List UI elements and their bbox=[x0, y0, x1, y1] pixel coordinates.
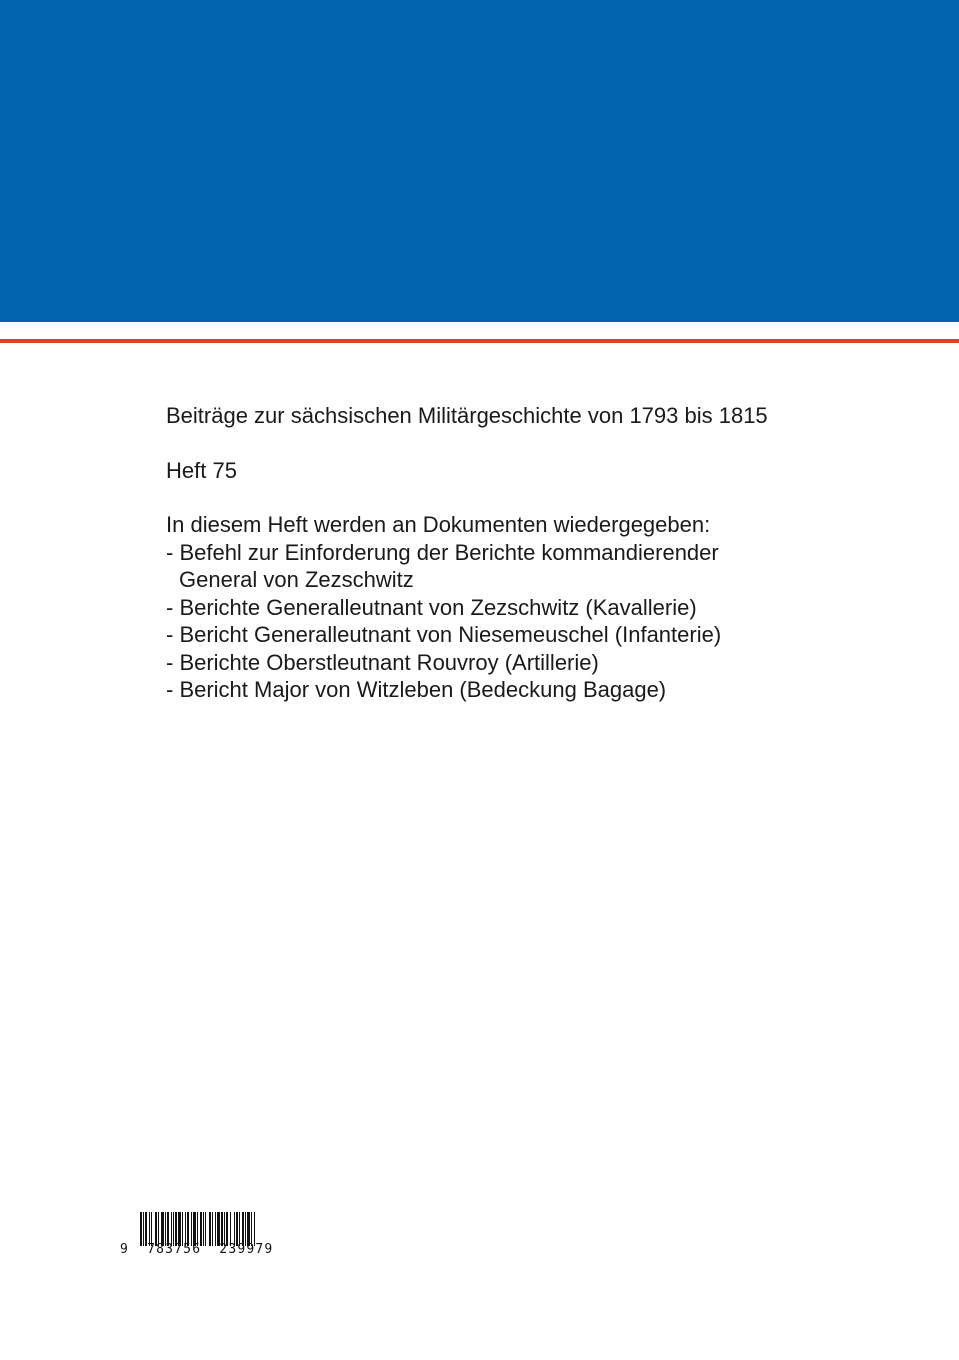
barcode-bar bbox=[182, 1212, 183, 1246]
barcode-bar bbox=[224, 1212, 225, 1246]
red-divider-rule bbox=[0, 339, 959, 343]
barcode-bars bbox=[140, 1212, 298, 1246]
barcode-bar bbox=[173, 1212, 174, 1246]
barcode-bar bbox=[175, 1212, 177, 1246]
list-item: - Berichte Oberstleutnant Rouvroy (Artillerie) bbox=[166, 649, 599, 675]
series-title: Beiträge zur sächsischen Militärgeschichte von 1793 bis 1815 bbox=[166, 403, 768, 428]
barcode-bar bbox=[254, 1212, 255, 1246]
barcode-bar bbox=[200, 1212, 202, 1246]
barcode-bar bbox=[143, 1212, 144, 1246]
header-blue-band bbox=[0, 0, 959, 322]
barcode-bar bbox=[230, 1212, 231, 1246]
barcode-bar bbox=[158, 1212, 159, 1246]
barcode-bar bbox=[145, 1212, 147, 1246]
barcode-bar bbox=[217, 1212, 220, 1246]
barcode-bar bbox=[167, 1212, 169, 1246]
barcode-bar bbox=[212, 1212, 213, 1246]
cover-text bbox=[166, 402, 906, 704]
list-item: - Bericht Major von Witzleben (Bedeckung Bagage) bbox=[166, 677, 667, 702]
barcode-bar bbox=[149, 1212, 150, 1246]
barcode-bar bbox=[245, 1212, 246, 1246]
barcode-digits: 9 783756 239979 bbox=[120, 1242, 274, 1257]
barcode-bar bbox=[203, 1212, 204, 1246]
list-item: - Berichte Generalleutnant von Zezschwitz (Kavallerie) bbox=[166, 594, 697, 620]
barcode-bar bbox=[209, 1212, 211, 1246]
barcode-bar bbox=[251, 1212, 252, 1246]
barcode-bar bbox=[191, 1212, 192, 1246]
list-item: - Befehl zur Einforderung der Berichte kommandierender bbox=[166, 539, 719, 565]
barcode-bar bbox=[197, 1212, 198, 1246]
barcode-bar bbox=[171, 1212, 172, 1246]
barcode-bar bbox=[178, 1212, 181, 1246]
barcode-bar bbox=[205, 1212, 206, 1246]
barcode-bar bbox=[221, 1212, 223, 1246]
barcode-bar bbox=[151, 1212, 152, 1246]
barcode-bar bbox=[234, 1212, 235, 1246]
document-list bbox=[166, 539, 906, 704]
list-item-continuation: General von Zezschwitz bbox=[179, 567, 414, 592]
barcode-bar bbox=[242, 1212, 244, 1246]
list-item: - Bericht Generalleutnant von Niesemeuschel (Infanterie) bbox=[166, 622, 722, 647]
intro-line: In diesem Heft werden an Dokumenten wiedergegeben: bbox=[166, 512, 711, 537]
barcode-bar bbox=[140, 1212, 142, 1246]
barcode-bar bbox=[165, 1212, 166, 1246]
barcode-bar bbox=[187, 1212, 189, 1246]
barcode-bar bbox=[155, 1212, 157, 1246]
isbn-barcode bbox=[120, 1212, 300, 1262]
barcode-bar bbox=[193, 1212, 196, 1246]
barcode-bar bbox=[239, 1212, 240, 1246]
barcode-bar bbox=[215, 1212, 216, 1246]
barcode-bar bbox=[247, 1212, 250, 1246]
barcode-bar bbox=[226, 1212, 228, 1246]
barcode-bar bbox=[185, 1212, 186, 1246]
issue-number: Heft 75 bbox=[166, 457, 237, 483]
barcode-bar bbox=[161, 1212, 164, 1246]
barcode-bar bbox=[236, 1212, 238, 1246]
